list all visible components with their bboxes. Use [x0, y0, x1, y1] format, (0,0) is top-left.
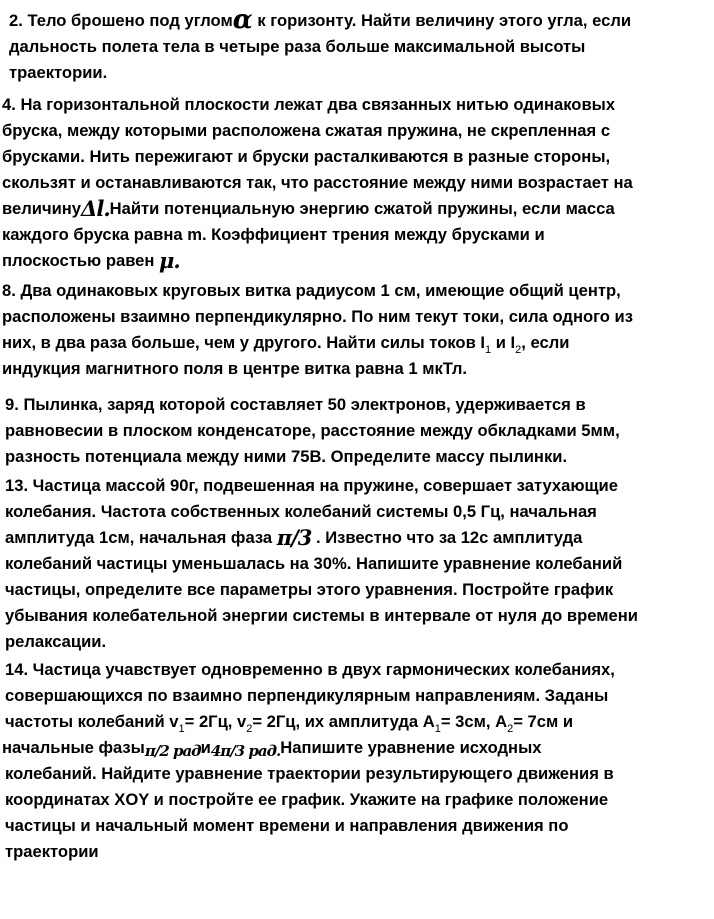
problem-9-line-1: 9. Пылинка, заряд которой составляет 50 электронов, удерживается в	[5, 395, 586, 414]
delta-l-symbol: Δl.	[81, 196, 110, 221]
problem-13-line-1: 13. Частица массой 90г, подвешенная на пружине, совершает затухающие	[5, 476, 618, 495]
phase-pi-over-2-symbol: π/2 рад	[144, 742, 201, 760]
problem-14-line-3: частоты колебаний $v_1= 2Гц$, $v_2= 2Гц$, их амплитуда $A_1= 3см$, $A_2= 7см$ и	[5, 712, 574, 735]
problem-4-line-7: плоскостью равен μ.	[2, 248, 180, 273]
problem-4-line-6: каждого бруска равна m. Коэффициент трения между брусками и	[2, 225, 545, 244]
problem-13-line-3: амплитуда 1см, начальная фаза π/3 . Известно что за 12с амплитуда	[5, 525, 583, 550]
problem-13	[5, 473, 714, 655]
problem-14-line-6: координатах XOY и постройте ее график. Укажите на графике положение	[5, 790, 609, 809]
problem-13-line-4: колебаний частицы уменьшалась на 30%. Напишите уравнение колебаний	[5, 554, 623, 573]
problem-13-line-7: релаксации.	[5, 632, 107, 651]
problem-9	[5, 392, 714, 470]
problem-8-line-2: расположены взаимно перпендикулярно. По ним текут токи, сила одного из	[2, 307, 633, 326]
problem-14	[2, 657, 714, 865]
problem-8-line-4: индукция магнитного поля в центре витка равна 1 мкТл.	[2, 359, 468, 378]
problem-2	[9, 5, 714, 86]
problem-4-line-2: бруска, между которыми расположена сжатая пружина, не скрепленная с	[2, 121, 611, 140]
problem-4-line-1: 4. На горизонтальной плоскости лежат два связанных нитью одинаковых	[2, 95, 616, 114]
mu-symbol: μ.	[159, 248, 180, 273]
problem-13-line-5: частицы, определите все параметры этого уравнения. Постройте график	[5, 580, 614, 599]
problem-14-line-2: совершающихся по взаимно перпендикулярным направлениям. Заданы	[5, 686, 609, 705]
problem-13-line-6: убывания колебательной энергии системы в интервале от нуля до времени	[5, 606, 638, 625]
problem-14-line-7: частицы и начальный момент времени и направления движения по	[5, 816, 569, 835]
problem-4-line-4: скользят и останавливаются так, что расстояние между ними возрастает на	[2, 173, 633, 192]
phase-4pi-over-3-symbol: 4π/3 рад.	[210, 742, 281, 760]
problem-13-line-2: колебания. Частота собственных колебаний системы 0,5 Гц, начальная	[5, 502, 597, 521]
problem-4-line-3: брусками. Нить пережигают и бруски расталкиваются в разные стороны,	[2, 147, 611, 166]
problem-4	[2, 92, 714, 274]
problem-2-line-3: траектории.	[9, 63, 108, 82]
problem-9-line-2: равновесии в плоском конденсаторе, расстояние между обкладками 5мм,	[5, 421, 620, 440]
problem-14-line-4: начальные фазыπ/2 ради4π/3 рад.Напишите уравнение исходных	[2, 735, 714, 761]
pi-over-3-symbol: π/3	[276, 525, 312, 550]
problem-9-line-3: разность потенциала между ними 75В. Определите массу пылинки.	[5, 447, 568, 466]
problem-14-line-1: 14. Частица учавствует одновременно в двух гармонических колебаниях,	[5, 660, 615, 679]
problem-14-line-8: траектории	[5, 842, 99, 861]
problem-2-line-1: 2. Тело брошено под угломα к горизонту. Найти величину этого угла, если	[9, 5, 632, 35]
problem-8-line-1: 8. Два одинаковых круговых витка радиусом 1 см, имеющие общий центр,	[2, 281, 621, 300]
problem-2-line-2: дальность полета тела в четыре раза больше максимальной высоты	[9, 37, 586, 56]
alpha-symbol: α	[232, 5, 253, 35]
problem-8-line-3: них, в два раза больше, чем у другого. Найти силы токов $I_1$ и $I_2$, если	[2, 333, 570, 356]
problem-4-line-5: величинуΔl.Найти потенциальную энергию сжатой пружины, если масса	[2, 196, 615, 221]
problem-8	[2, 278, 714, 382]
problem-14-line-5: колебаний. Найдите уравнение траектории результирующего движения в	[5, 764, 614, 783]
